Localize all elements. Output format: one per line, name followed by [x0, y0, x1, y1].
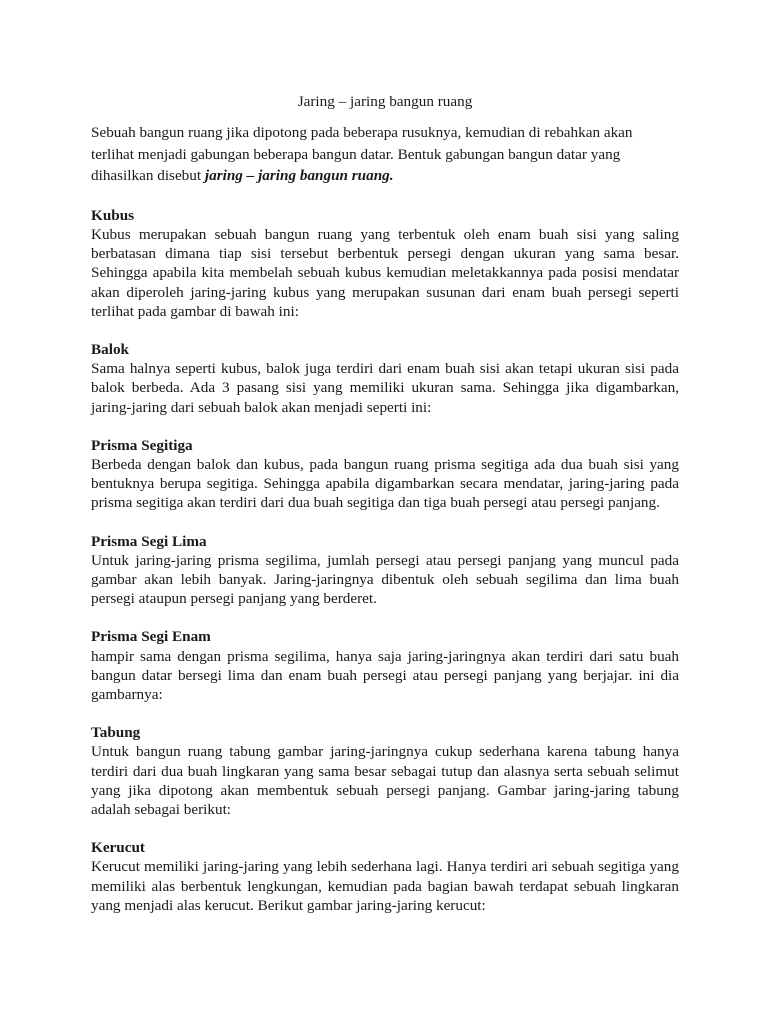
section-heading: Balok	[91, 340, 129, 358]
section-body: Kerucut memiliki jaring-jaring yang lebih sederhana lagi. Hanya terdiri ari sebuah segitiga yang memiliki alas berbentuk lengkungan, kemudian pada bagian bawah terdapat sebuah lingkaran yang menjadi alas kerucut. Berikut gambar jaring-jaring kerucut:	[91, 858, 679, 914]
section-heading: Prisma Segi Lima	[91, 532, 207, 550]
section-heading: Prisma Segi Enam	[91, 628, 211, 646]
intro-paragraph	[91, 122, 679, 187]
section-kerucut	[91, 838, 679, 915]
intro-text: Sebuah bangun ruang jika dipotong pada beberapa rusuknya, kemudian di rebahkan akan terlihat menjadi gabungan beberapa bangun datar. Bentuk gabungan bangun datar yang dihasilkan disebut	[91, 124, 633, 185]
intro-emphasis: jaring – jaring bangun ruang.	[204, 167, 394, 185]
document-page	[91, 92, 679, 915]
section-tabung	[91, 723, 679, 819]
section-heading: Kerucut	[91, 839, 145, 857]
section-kubus	[91, 206, 679, 321]
section-balok	[91, 340, 679, 417]
section-body: Sama halnya seperti kubus, balok juga terdiri dari enam buah sisi akan tetapi ukuran sisi pada balok berbeda. Ada 3 pasang sisi yang memiliki ukuran sama. Sehingga jika digambarkan, jaring-jaring dari sebuah balok akan menjadi seperti ini:	[91, 360, 679, 416]
document-title: Jaring – jaring bangun ruang	[297, 93, 473, 110]
section-heading: Prisma Segitiga	[91, 436, 193, 454]
section-heading: Kubus	[91, 206, 135, 224]
section-prisma-segi-enam	[91, 627, 679, 704]
section-body: hampir sama dengan prisma segilima, hanya saja jaring-jaringnya akan terdiri dari satu buah bangun datar bersegi lima dan enam buah persegi atau persegi panjang yang berjajar. ini dia gambarnya:	[91, 647, 679, 703]
section-heading: Tabung	[91, 724, 141, 742]
section-body: Berbeda dengan balok dan kubus, pada bangun ruang prisma segitiga ada dua buah sisi yang bentuknya berupa segitiga. Sehingga apabila digambarkan secara mendatar, jaring-jaring pada prisma segitiga akan terdiri dari dua buah segitiga dan tiga buah persegi atau persegi panjang.	[91, 455, 679, 512]
section-prisma-segitiga	[91, 436, 679, 513]
section-body: Kubus merupakan sebuah bangun ruang yang terbentuk oleh enam buah sisi yang saling berbatasan dimana tiap sisi tersebut berbentuk persegi dengan ukuran yang sama besar. Sehingga apabila kita membelah sebuah kubus kemudian meletakkannya pada posisi mendatar akan diperoleh jaring-jaring kubus yang merupakan susunan dari enam buah persegi seperti terlihat pada gambar di bawah ini:	[91, 225, 679, 320]
section-prisma-segi-lima	[91, 532, 679, 609]
section-body: Untuk jaring-jaring prisma segilima, jumlah persegi atau persegi panjang yang muncul pada gambar akan lebih banyak. Jaring-jaringnya dibentuk oleh sebuah segilima dan lima buah persegi ataupun persegi panjang yang berderet.	[91, 551, 679, 608]
section-body: Untuk bangun ruang tabung gambar jaring-jaringnya cukup sederhana karena tabung hanya terdiri dari dua buah lingkaran yang sama besar sebagai tutup dan alasnya serta sebuah selimut yang jika dipotong akan membentuk sebuah persegi panjang. Gambar jaring-jaring tabung adalah sebagai berikut:	[91, 743, 679, 818]
